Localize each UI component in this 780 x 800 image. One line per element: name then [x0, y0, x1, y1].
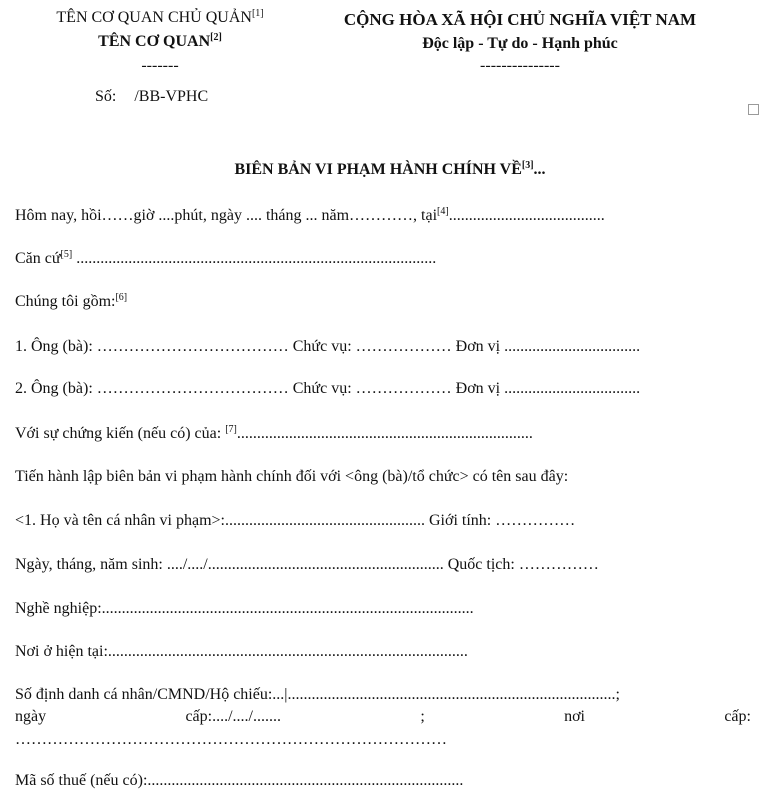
- agency-name: [15, 32, 305, 52]
- right-divider: ---------------: [480, 57, 560, 74]
- issue-place-word: nơi: [564, 708, 585, 725]
- line-legal-basis: [15, 249, 436, 269]
- line-date-place: [15, 206, 605, 226]
- line-date-place-text: Hôm nay, hồi……giờ ....phút, ngày .... tháng ... năm…………, tại: [15, 207, 438, 224]
- number-suffix: /BB-VPHC: [134, 88, 209, 105]
- footnote-ref-5: [5]: [60, 249, 73, 260]
- agency-parent: [15, 8, 305, 28]
- line-id-number: [15, 685, 620, 705]
- line-issue-place-fill: ………………………………………………………………………: [15, 731, 447, 748]
- witness-fill: ..........................................................................: [236, 425, 533, 442]
- country-name: CỘNG HÒA XÃ HỘI CHỦ NGHĨA VIỆT NAM: [343, 10, 697, 29]
- legal-basis-fill: ..........................................................................................: [72, 250, 437, 267]
- issue-separator: ;: [420, 708, 425, 725]
- issue-place-label: cấp:: [724, 708, 751, 725]
- line-residence: Nơi ở hiện tại:..........................................................................................: [15, 643, 468, 660]
- footnote-ref-2: [2]: [210, 32, 222, 43]
- document-number: [95, 87, 208, 107]
- footnote-ref-4: [4]: [437, 206, 449, 217]
- line-witness: [15, 424, 533, 444]
- line-tax-code: Mã số thuế (nếu có):...............................................................................: [15, 772, 464, 789]
- line-member-1: 1. Ông (bà): ……………………………… Chức vụ: ……………… Đơn vị ..................................: [15, 338, 641, 355]
- footnote-ref-3: [3]: [521, 160, 534, 171]
- agency-name-text: TÊN CƠ QUAN: [98, 33, 211, 50]
- footnote-ref-1: [1]: [251, 8, 264, 19]
- line-members-heading: [15, 292, 127, 312]
- witness-label: Với sự chứng kiến (nếu có) của:: [15, 425, 226, 442]
- line-member-2: 2. Ông (bà): ……………………………… Chức vụ: ……………… Đơn vị ..................................: [15, 380, 641, 397]
- left-divider: -------: [141, 57, 179, 74]
- legal-basis-label: Căn cứ: [15, 250, 61, 267]
- line-subject-intro: Tiến hành lập biên bản vi phạm hành chính đối với <ông (bà)/tổ chức> có tên sau đây:: [15, 468, 569, 485]
- footnote-ref-6: [6]: [115, 292, 128, 303]
- title-text: BIÊN BẢN VI PHẠM HÀNH CHÍNH VỀ: [234, 161, 522, 178]
- line-date-place-fill: .......................................: [448, 207, 605, 224]
- title-tail: ...: [533, 161, 546, 178]
- checkbox[interactable]: [748, 104, 759, 115]
- number-label: Số:: [95, 88, 117, 105]
- national-motto: Độc lập - Tự do - Hạnh phúc: [422, 35, 618, 52]
- line-birth-nationality: Ngày, tháng, năm sinh: ..../..../........................................................... Quốc tịch: ……………: [15, 556, 599, 573]
- issue-date-word: ngày: [15, 708, 47, 725]
- line-violator-name: <1. Họ và tên cá nhân vi phạm>:.................................................. Giới tính: ……………: [15, 512, 576, 529]
- line-issue-info: [15, 707, 751, 727]
- issue-date-fill: cấp:..../..../.......: [185, 708, 281, 725]
- line-occupation: Nghề nghiệp:.............................................................................................: [15, 600, 474, 617]
- agency-parent-text: TÊN CƠ QUAN CHỦ QUẢN: [56, 9, 252, 26]
- members-heading-text: Chúng tôi gồm:: [15, 293, 116, 310]
- id-number-label: Số định danh cá nhân/CMND/Hộ chiếu:: [15, 686, 273, 703]
- footnote-ref-7: [7]: [225, 424, 237, 435]
- document-title: [0, 160, 780, 180]
- id-number-fill: ...|..................................................................................;: [272, 686, 620, 703]
